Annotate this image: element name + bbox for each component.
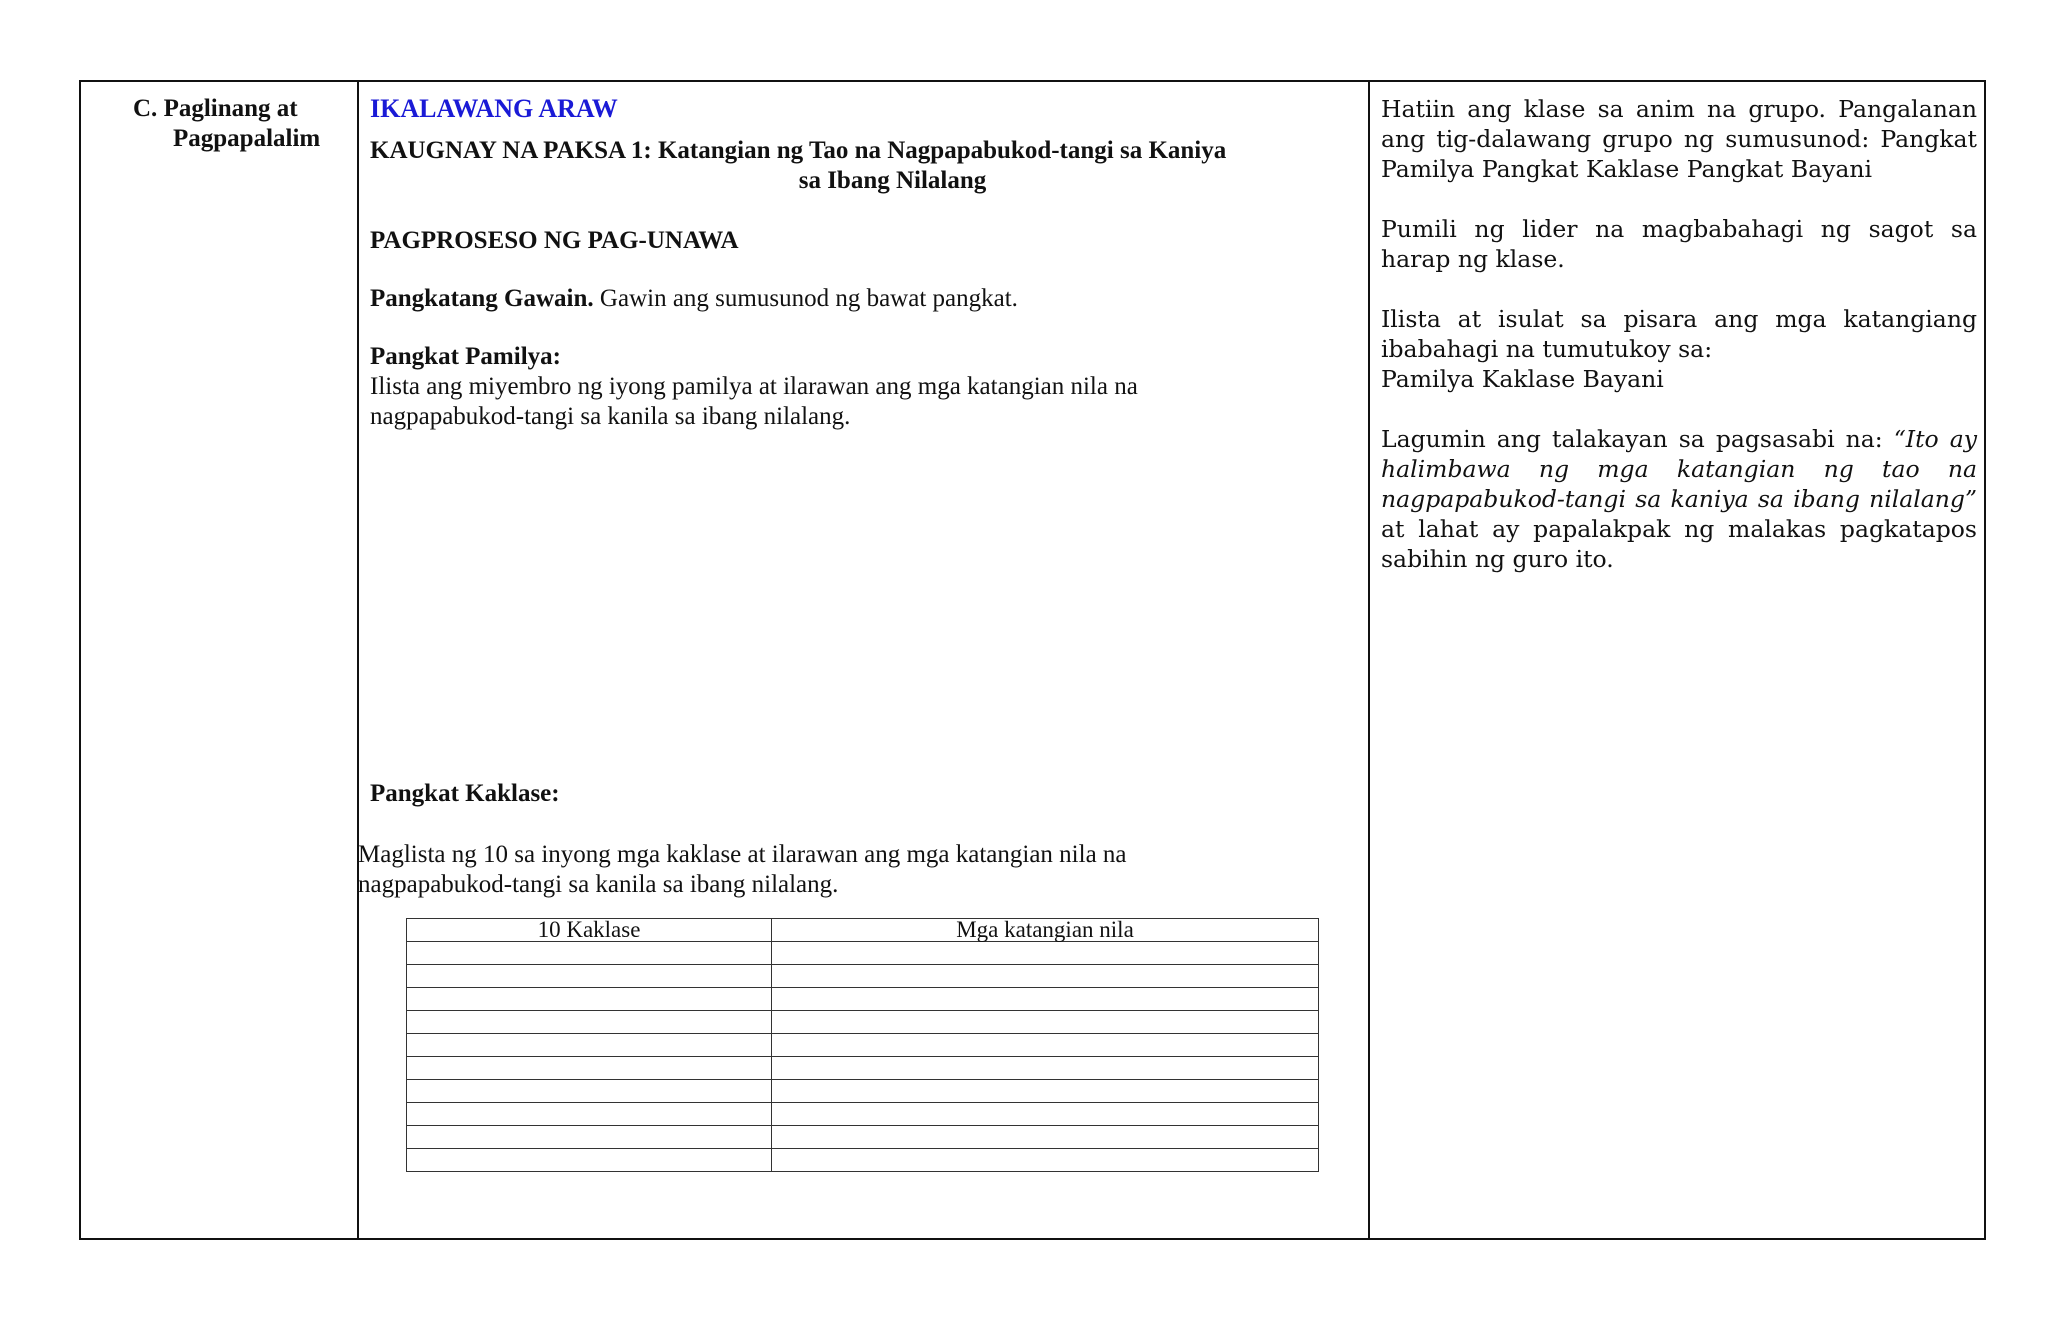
traits-cell [772, 1034, 1319, 1057]
table-row [407, 942, 1319, 965]
classmate-cell [407, 1126, 772, 1149]
group-activity-text: Gawin ang sumusunod ng bawat pangkat. [593, 285, 1018, 312]
notes-paragraph-2: Pumili ng lider na magbabahagi ng sagot sa harap ng klase. [1381, 215, 1977, 273]
classmate-table [406, 918, 1319, 1172]
group-activity [370, 284, 1355, 314]
section-label-line2: Pagpapalalim [173, 125, 321, 152]
topic-line1: KAUGNAY NA PAKSA 1: Katangian ng Tao na Nagpapabukod-tangi sa Kaniya [370, 137, 1227, 164]
classmate-cell [407, 988, 772, 1011]
table-header-row [407, 919, 1319, 942]
traits-cell [772, 1126, 1319, 1149]
table-row [407, 1011, 1319, 1034]
traits-cell [772, 942, 1319, 965]
notes-p4-start: Lagumin ang talakayan sa pagsasabi na: [1381, 425, 1894, 453]
classmate-line2: nagpapabukod-tangi sa kanila sa ibang nilalang. [358, 871, 839, 898]
table-row [407, 1057, 1319, 1080]
classmate-cell [407, 942, 772, 965]
notes-p4-end: at lahat ay papalakpak ng malakas pagkatapos sabihin ng guro ito. [1381, 515, 1977, 573]
traits-cell [772, 1057, 1319, 1080]
classmate-cell [407, 1080, 772, 1103]
notes-paragraph-3-line2: Pamilya Kaklase Bayani [1381, 365, 1664, 393]
classmate-instructions [358, 840, 1258, 900]
family-line1: Ilista ang miyembro ng iyong pamilya at ilarawan ang mga katangian nila na [370, 373, 1138, 400]
activity-column [370, 94, 1355, 432]
column-divider [1368, 82, 1370, 1238]
section-label [133, 94, 363, 154]
notes-p4-quote: “Ito ay halimbawa ng mga katangian ng tao na nagpapabukod-tangi sa kaniya sa ibang nilalang” [1381, 425, 1977, 513]
lesson-table [79, 80, 1986, 1240]
classmate-cell [407, 1149, 772, 1172]
classmate-title: Pangkat Kaklase: [370, 780, 560, 807]
table-row [407, 1103, 1319, 1126]
column-divider [357, 82, 359, 1238]
section-label-line1: Paglinang at [163, 95, 298, 122]
classmate-cell [407, 1057, 772, 1080]
notes-paragraph-4 [1381, 424, 1977, 574]
family-group [370, 342, 1355, 432]
group-activity-bold: Pangkatang Gawain. [370, 285, 594, 312]
table-header-traits: Mga katangian nila [772, 919, 1319, 942]
classmate-cell [407, 1103, 772, 1126]
table-body [407, 942, 1319, 1172]
traits-cell [772, 1103, 1319, 1126]
topic-line2: sa Ibang Nilalang [798, 167, 987, 194]
table-row [407, 1126, 1319, 1149]
traits-cell [772, 1149, 1319, 1172]
family-title: Pangkat Pamilya: [370, 343, 561, 370]
table-row [407, 988, 1319, 1011]
day-title: IKALAWANG ARAW [370, 94, 618, 123]
traits-cell [772, 965, 1319, 988]
classmate-cell [407, 1011, 772, 1034]
traits-cell [772, 988, 1319, 1011]
section-letter: C. [133, 95, 158, 122]
table-row [407, 965, 1319, 988]
processing-title: PAGPROSESO NG PAG-UNAWA [370, 227, 739, 254]
table-row [407, 1149, 1319, 1172]
traits-cell [772, 1011, 1319, 1034]
topic-heading [370, 136, 1355, 196]
traits-cell [772, 1080, 1319, 1103]
teacher-notes-column [1381, 94, 1977, 604]
classmate-cell [407, 1034, 772, 1057]
table-row [407, 1080, 1319, 1103]
notes-paragraph-3-line1: Ilista at isulat sa pisara ang mga katangiang ibabahagi na tumutukoy sa: [1381, 305, 1977, 363]
table-header-classmates: 10 Kaklase [407, 919, 772, 942]
notes-paragraph-1: Hatiin ang klase sa anim na grupo. Pangalanan ang tig-dalawang grupo ng sumusunod: Pangkat Pamilya Pangkat Kaklase Pangkat Bayani [1381, 95, 1977, 183]
table-row [407, 1034, 1319, 1057]
family-line2: nagpapabukod-tangi sa kanila sa ibang nilalang. [370, 403, 851, 430]
notes-paragraph-3 [1381, 304, 1977, 394]
classmate-cell [407, 965, 772, 988]
classmate-line1: Maglista ng 10 sa inyong mga kaklase at ilarawan ang mga katangian nila na [358, 841, 1127, 868]
